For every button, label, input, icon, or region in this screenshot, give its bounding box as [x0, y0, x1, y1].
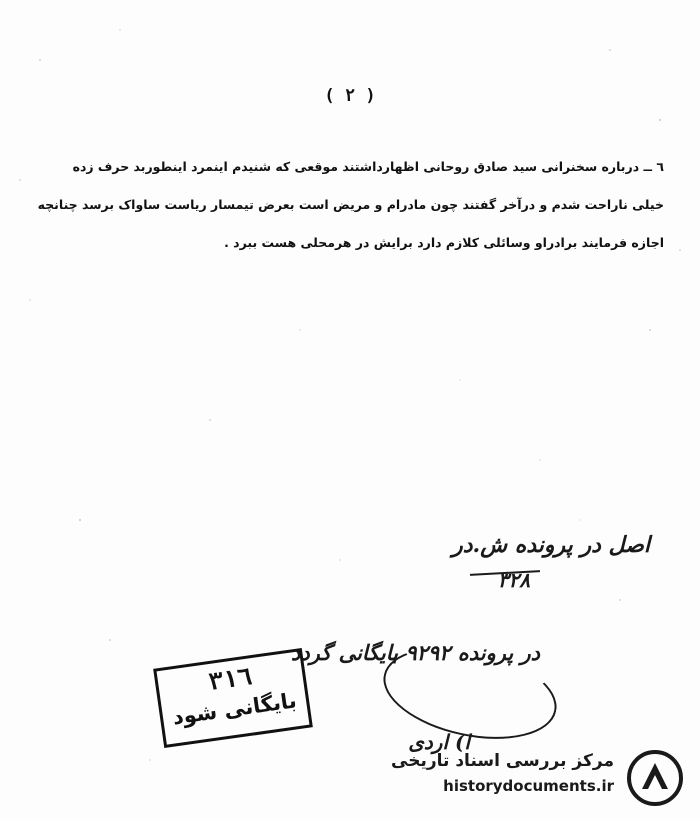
stamp-label: بایگانی شود	[171, 688, 298, 730]
handwritten-note-original-file	[452, 532, 650, 558]
watermark	[391, 747, 690, 809]
stamp-number: ٣١٦	[206, 662, 254, 697]
watermark-url: historydocuments.ir	[443, 777, 614, 795]
page-number: ( ٢ )	[324, 86, 376, 106]
handwritten-note-number: ۳۲۸	[497, 568, 530, 592]
archive-stamp	[153, 648, 313, 748]
body-line: اجازه فرمایند برادراو وسائلی کلازم دارد برایش در هرمحلی هست ببرد .	[224, 235, 664, 250]
handwritten-note-archive: در پرونده ۹۲۹۲ بایگانی گردد	[290, 640, 540, 665]
watermark-title: مرکز بررسی اسناد تاریخی	[391, 751, 614, 771]
body-paragraph	[36, 148, 664, 262]
body-line: ٦ ــ درباره سخنرانی سید صادق روحانی اظهارداشتند موقعی که شنیدم اینمرد اینطوربد حرف زده	[72, 159, 664, 174]
body-line: خیلی ناراحت شدم و درآخر گفتند چون مادرام و مریض است بعرض تیمسار ریاست ساواک برسد چنانچه	[37, 197, 664, 212]
handwritten-signature-initials: ا) اردی	[408, 730, 470, 754]
archive-logo-icon	[626, 749, 684, 807]
handwritten-note-text: اصل در پرونده	[514, 532, 650, 558]
handwritten-note-abbrev: ش.در	[452, 532, 508, 558]
